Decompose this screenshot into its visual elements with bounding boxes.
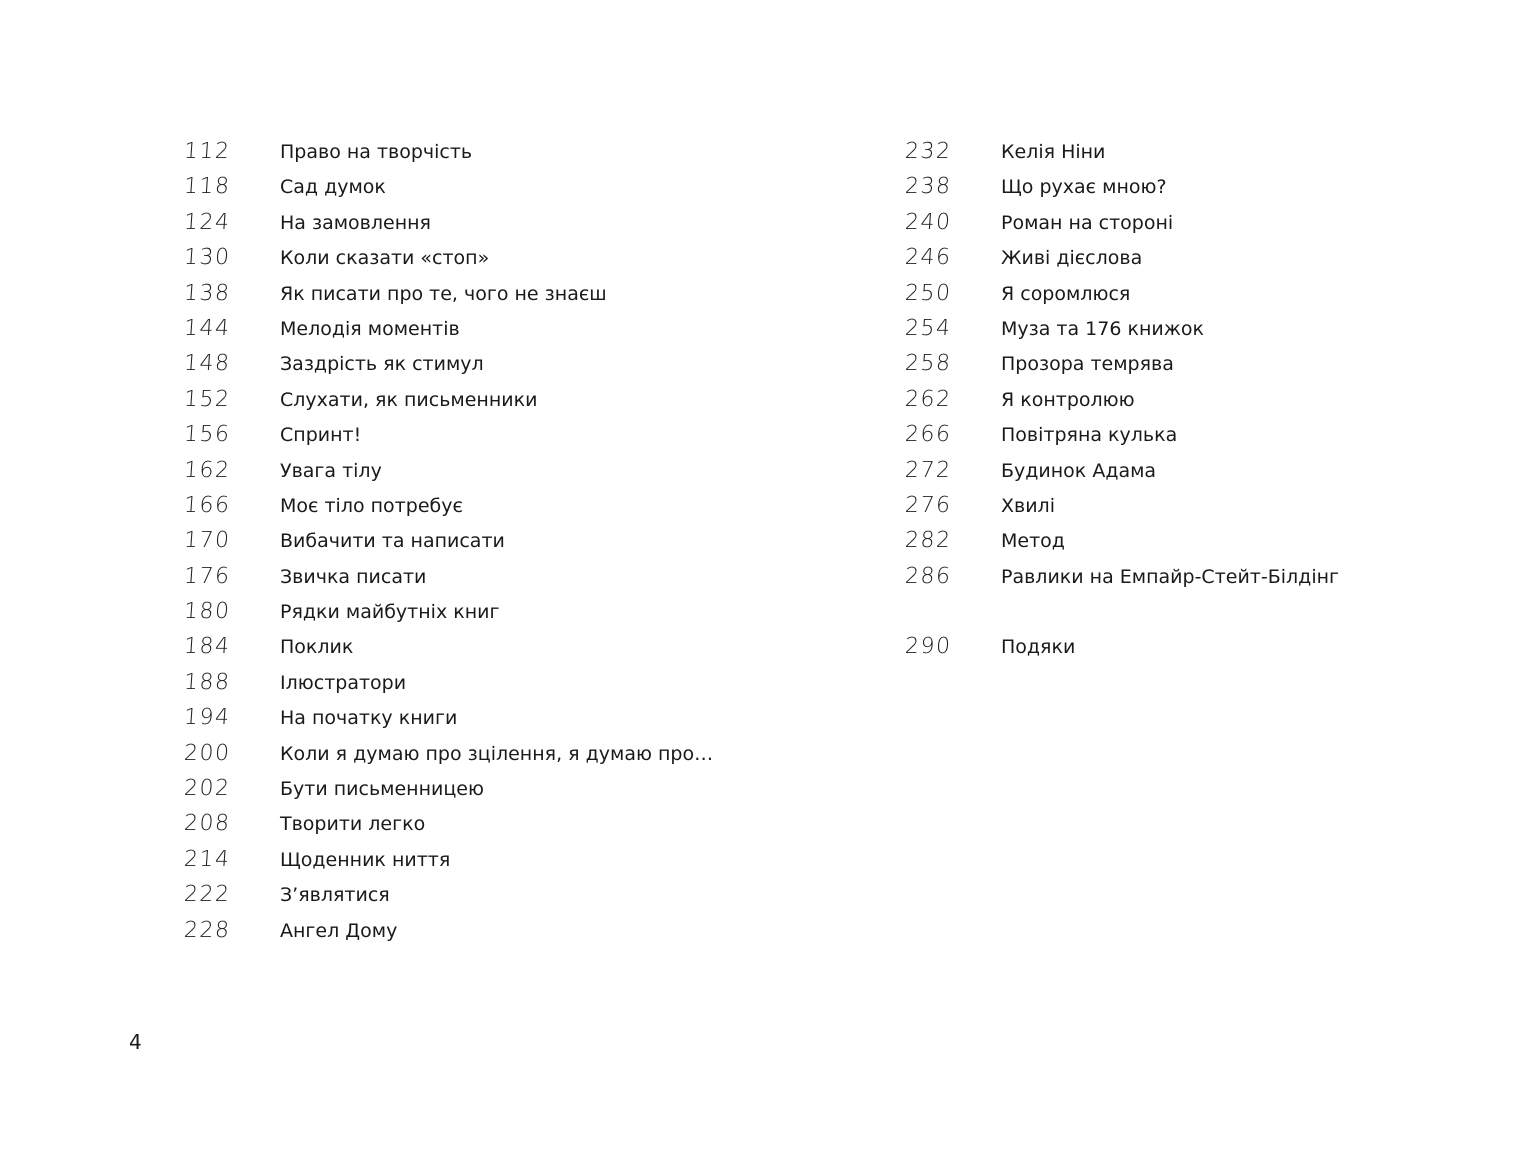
toc-page-number: 276 (904, 492, 953, 518)
toc-chapter-title: З’являтися (280, 884, 390, 907)
toc-chapter-title: Звичка писати (280, 565, 427, 588)
toc-chapter-title: Я контролюю (1001, 388, 1135, 411)
toc-chapter-title: Я соромлюся (1001, 282, 1131, 305)
toc-chapter-title: Рядки майбутніх книг (280, 601, 500, 624)
toc-entry (905, 281, 1425, 316)
toc-entry (905, 139, 1425, 174)
toc-chapter-title: Ілюстратори (280, 671, 407, 694)
toc-entry (184, 634, 824, 669)
toc-entry (184, 564, 824, 599)
toc-chapter-title: Що рухає мною? (1001, 176, 1167, 199)
toc-entry (905, 458, 1425, 493)
toc-page-number: 258 (904, 351, 953, 377)
toc-entry (184, 670, 824, 705)
toc-entry (184, 811, 824, 846)
toc-page-number: 184 (183, 634, 232, 660)
toc-page-number: 176 (183, 563, 232, 589)
toc-page-number: 194 (183, 705, 232, 731)
toc-page-number: 188 (183, 669, 232, 695)
toc-chapter-title: Сад думок (280, 176, 386, 199)
toc-entry (905, 564, 1425, 599)
toc-entry (184, 210, 824, 245)
toc-entry (905, 174, 1425, 209)
toc-chapter-title: Роман на стороні (1001, 211, 1174, 234)
toc-entry (184, 351, 824, 386)
toc-page-number: 282 (904, 528, 953, 554)
toc-page-number: 238 (904, 174, 953, 200)
toc-entry (905, 528, 1425, 563)
toc-chapter-title: Метод (1001, 530, 1065, 553)
toc-entry (905, 210, 1425, 245)
toc-entry (905, 316, 1425, 351)
toc-chapter-title: Увага тілу (280, 459, 382, 482)
toc-entry (184, 776, 824, 811)
toc-page-number: 118 (183, 174, 232, 200)
toc-entry (184, 705, 824, 740)
toc-page-number: 152 (183, 386, 232, 412)
toc-entry (184, 245, 824, 280)
toc-entry (905, 351, 1425, 386)
toc-chapter-title: Слухати, як письменники (280, 388, 538, 411)
toc-page-number: 208 (183, 811, 232, 837)
toc-page-number: 228 (183, 917, 232, 943)
toc-page-number: 214 (183, 846, 232, 872)
toc-entry (184, 741, 824, 776)
toc-page-number: 180 (183, 599, 232, 625)
toc-entry (184, 882, 824, 917)
toc-chapter-title: Спринт! (280, 424, 362, 447)
toc-page-number: 254 (904, 315, 953, 341)
toc-page-number: 200 (183, 740, 232, 766)
toc-entry (184, 422, 824, 457)
toc-entry (905, 493, 1425, 528)
toc-chapter-title: Творити легко (280, 813, 426, 836)
toc-chapter-title: Живі дієслова (1001, 247, 1143, 270)
toc-chapter-title: Будинок Адама (1001, 459, 1157, 482)
toc-page-number: 112 (183, 139, 232, 164)
toc-chapter-title: Бути письменницею (280, 778, 484, 801)
toc-entry (184, 458, 824, 493)
toc-page-number: 138 (183, 280, 232, 306)
toc-chapter-title: Подяки (1001, 636, 1076, 659)
toc-entry (184, 599, 824, 634)
toc-chapter-title: Муза та 176 книжок (1001, 317, 1204, 340)
toc-page-number: 262 (904, 386, 953, 412)
toc-chapter-title: Хвилі (1001, 494, 1055, 517)
toc-entry (184, 387, 824, 422)
toc-page-number: 232 (904, 139, 953, 164)
toc-entry (184, 316, 824, 351)
toc-page-number: 290 (904, 634, 953, 660)
toc-page-number: 240 (904, 209, 953, 235)
toc-page-number: 202 (183, 776, 232, 802)
toc-entry (905, 422, 1425, 457)
toc-chapter-title: На початку книги (280, 707, 458, 730)
toc-chapter-title: Заздрість як стимул (280, 353, 484, 376)
toc-page-number: 170 (183, 528, 232, 554)
page-number: 4 (129, 1030, 142, 1054)
toc-entry (184, 847, 824, 882)
toc-chapter-title: Право на творчість (280, 141, 473, 163)
toc-chapter-title: Щоденник ниття (280, 848, 451, 871)
toc-column-right (905, 139, 1425, 670)
toc-entry (905, 634, 1425, 669)
toc-page-number: 272 (904, 457, 953, 483)
toc-chapter-title: Коли сказати «стоп» (280, 247, 490, 270)
toc-page-number: 156 (183, 422, 232, 448)
toc-page-number: 148 (183, 351, 232, 377)
toc-chapter-title: Моє тіло потребує (280, 494, 463, 517)
toc-chapter-title: Вибачити та написати (280, 530, 505, 553)
toc-page-number: 222 (183, 882, 232, 908)
toc-chapter-title: Як писати про те, чого не знаєш (280, 282, 607, 305)
toc-chapter-title: На замовлення (280, 211, 431, 234)
toc-page-number: 130 (183, 245, 232, 271)
toc-page-number: 250 (904, 280, 953, 306)
toc-entry (905, 387, 1425, 422)
toc-page-number: 162 (183, 457, 232, 483)
toc-entry (184, 528, 824, 563)
toc-page-number: 246 (904, 245, 953, 271)
toc-chapter-title: Мелодія моментів (280, 317, 460, 340)
toc-page-number: 166 (183, 492, 232, 518)
toc-entry (184, 174, 824, 209)
toc-entry (184, 918, 824, 953)
toc-chapter-title: Коли я думаю про зцілення, я думаю про… (280, 742, 714, 765)
toc-chapter-title: Повітряна кулька (1001, 424, 1178, 447)
toc-page-number: 286 (904, 563, 953, 589)
toc-chapter-title: Ангел Дому (280, 919, 398, 942)
toc-page-number: 124 (183, 209, 232, 235)
toc-chapter-title: Равлики на Емпайр-Стейт-Білдінг (1001, 565, 1340, 588)
toc-page-number: 144 (183, 315, 232, 341)
toc-chapter-title: Келія Ніни (1001, 141, 1106, 163)
toc-entry (905, 245, 1425, 280)
toc-entry (184, 493, 824, 528)
toc-chapter-title: Поклик (280, 636, 354, 659)
toc-entry (184, 139, 824, 174)
toc-page-number: 266 (904, 422, 953, 448)
toc-chapter-title: Прозора темрява (1001, 353, 1174, 376)
toc-column-left (184, 139, 824, 953)
toc-entry (184, 281, 824, 316)
